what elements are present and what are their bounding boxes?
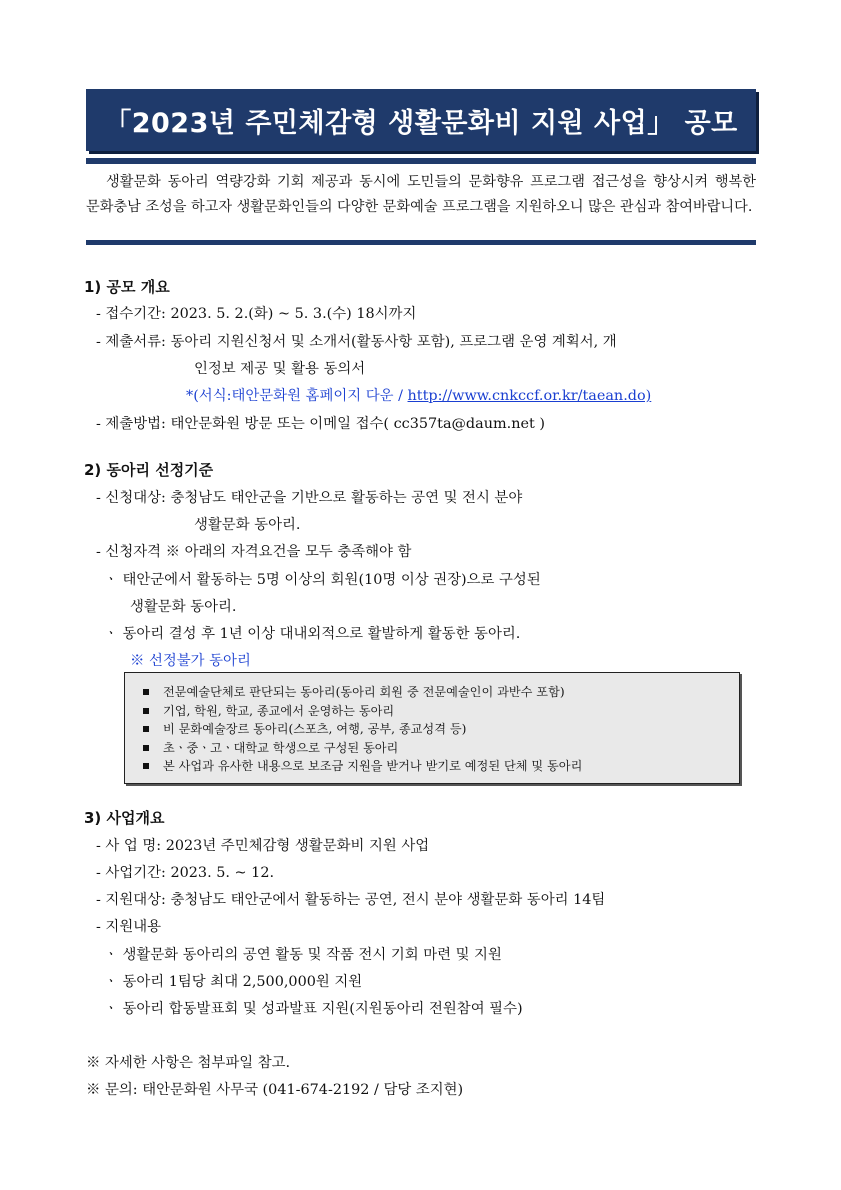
support-content-head: - 지원내용	[96, 919, 162, 935]
submission-method: - 제출방법: 태안문화원 방문 또는 이메일 접수( cc357ta@daum.net )	[96, 416, 545, 432]
project-name: - 사 업 명: 2023년 주민체감형 생활문화비 지원 사업	[96, 838, 430, 854]
intro-paragraph: 생활문화 동아리 역량강화 기회 제공과 동시에 도민들의 문화향유 프로그램 접근성을 향상시켜 행복한 문화충남 조성을 하고자 생활문화인들의 다양한 문화예술 프로그램을 지원하오니 많은 관심과 참여바랍니다.	[86, 174, 756, 215]
section-3-heading: 3) 사업개요	[84, 809, 165, 827]
list-item: 전문예술단체로 판단되는 동아리(동아리 회원 중 전문예술인이 과반수 포함)	[137, 683, 727, 702]
page-title: 「2023년 주민체감형 생활문화비 지원 사업」 공모	[104, 107, 738, 139]
excluded-heading: ※ 선정불가 동아리	[130, 653, 251, 669]
qualification-item: ㆍ 동아리 결성 후 1년 이상 대내외적으로 활발하게 활동한 동아리.	[104, 626, 521, 642]
square-bullet-icon	[143, 689, 149, 695]
qualification-item: ㆍ 태안군에서 활동하는 5명 이상의 회원(10명 이상 권장)으로 구성된	[104, 572, 541, 588]
square-bullet-icon	[143, 745, 149, 751]
section-2-heading: 2) 동아리 선정기준	[84, 461, 214, 479]
form-note-text: *(서식:태안문화원 홈페이지 다운 /	[186, 388, 408, 404]
eligible-target: - 신청대상: 충청남도 태안군을 기반으로 활동하는 공연 및 전시 분야	[96, 490, 523, 506]
support-item: ㆍ 동아리 1팀당 최대 2,500,000원 지원	[104, 974, 363, 990]
list-item: 초ㆍ중ㆍ고ㆍ대학교 학생으로 구성된 동아리	[137, 739, 727, 758]
square-bullet-icon	[143, 708, 149, 714]
homepage-link[interactable]: http://www.cnkccf.or.kr/taean.do)	[407, 388, 652, 404]
title-banner	[86, 89, 756, 151]
list-item: 비 문화예술장르 동아리(스포츠, 여행, 공부, 종교성격 등)	[137, 720, 727, 739]
submission-period: - 접수기간: 2023. 5. 2.(화) ~ 5. 3.(수) 18시까지	[96, 306, 417, 322]
contact-info: ※ 문의: 태안문화원 사무국 (041-674-2192 / 담당 조지현)	[86, 1082, 464, 1098]
required-documents-cont: 인정보 제공 및 활용 동의서	[194, 361, 366, 377]
top-divider	[86, 158, 756, 164]
attachment-note: ※ 자세한 사항은 첨부파일 참고.	[86, 1055, 291, 1071]
eligible-target-cont: 생활문화 동아리.	[194, 517, 301, 533]
support-target: - 지원대상: 충청남도 태안군에서 활동하는 공연, 전시 분야 생활문화 동아리 14팀	[96, 892, 606, 908]
intro-divider	[86, 240, 756, 245]
qualification-item-cont: 생활문화 동아리.	[130, 599, 237, 615]
support-item: ㆍ 동아리 합동발표회 및 성과발표 지원(지원동아리 전원참여 필수)	[104, 1001, 523, 1017]
support-item: ㆍ 생활문화 동아리의 공연 활동 및 작품 전시 기회 마련 및 지원	[104, 947, 502, 963]
required-documents: - 제출서류: 동아리 지원신청서 및 소개서(활동사항 포함), 프로그램 운영 계획서, 개	[96, 334, 617, 350]
project-period: - 사업기간: 2023. 5. ~ 12.	[96, 865, 275, 881]
list-item: 본 사업과 유사한 내용으로 보조금 지원을 받거나 받기로 예정된 단체 및 동아리	[137, 757, 727, 776]
excluded-clubs-box	[124, 672, 740, 784]
list-item: 기업, 학원, 학교, 종교에서 운영하는 동아리	[137, 702, 727, 721]
qualification-head: - 신청자격 ※ 아래의 자격요건을 모두 충족해야 함	[96, 544, 412, 560]
square-bullet-icon	[143, 763, 149, 769]
square-bullet-icon	[143, 726, 149, 732]
form-download-note	[186, 384, 651, 405]
section-1-heading: 1) 공모 개요	[84, 278, 170, 296]
